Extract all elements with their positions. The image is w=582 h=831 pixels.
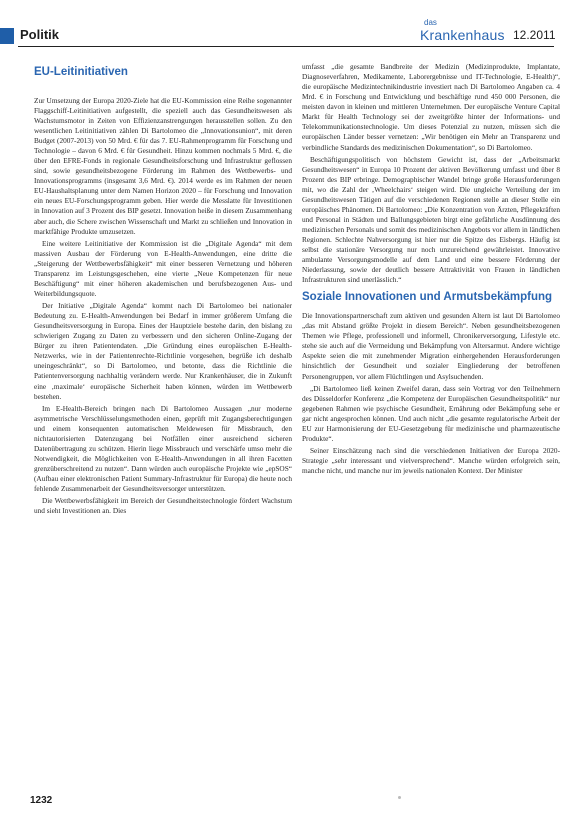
paragraph: Seiner Einschätzung nach sind die verschiedenen Initiativen der Europa 2020-Strategie „sehr interessant und vielversprechend“. Manche würden erfolgreich sein, manche nicht, und manche nur im jeweils nationalen Kontext. Der Minister bbox=[302, 445, 560, 476]
section-label: Politik bbox=[20, 27, 60, 42]
paragraph: Zur Umsetzung der Europa 2020-Ziele hat die EU-Kommission eine Reihe sogenannter Flaggschiff-Leitinitiativen aufgestellt, die speziell auch das Gesundheitswesen als Wachstumsmotor in Zeiten von Effizienzanstrengungen herausstellen sollen. Zu den wesentlichen Leitinitiativen zählen Di Bartolomeo die „Innovationsunion“, mit deren Budget (2007-2013) von 50 Mrd. € für das 7. EU-Rahmenprogramm für Forschung und Technologie – davon 6 Mrd. € für Gesundheit. Hinzu kommen nochmals 5 Mrd. €, die über den EFRE-Fonds in regionale Gesundheitsforschung und Infrastruktur geflossen sind, sowie gesundheitsbezogene Förderung im Rahmen des Wettbewerbs- und Innovationsprogramms (insgesamt 3,6 Mrd. €). 2014 werde es im Rahmen der neuen EU-Haushaltsplanung unter dem Namen Horizon 2020 – für Forschung und Innovation ein neues EU-Forschungsprogramm geben. Hier werde die Messlatte für Investitionen in Innovation auf 3 Prozent des BIP gesetzt. Innovation heiße in diesem Zusammenhang aber auch, die Schere zwischen Wissenschaft und Markt zu schließen und Innovation in marktfähige Produkte umzusetzen. bbox=[34, 95, 292, 236]
paragraph: Der Initiative „Digitale Agenda“ kommt nach Di Bartolomeo bei nationaler Bedeutung zu. E-Health-Anwendungen bei Bedarf in immer größerem Umfang die Gesundheitsversorgung in Europa. Eines der Hauptziele bestehe darin, den bislang zu schwierigen Zugang zu Daten zu verbessern und den sicheren Online-Zugang der Bürger zu ihren Patientendaten. „Die Gründung eines europäischen E-Health-Netzwerks, wie in der Patientenrechte-Richtlinie vorgesehen, begrüße ich deshalb uneingeschränkt“, so Di Bartolomeo, und betonte, dass die Richtlinie die Patientenversorgung nachhaltig verändern werde. Nur Krankenhäuser, die in Zukunft eine ‚maximale‘ europäische Sicherheit haben können, würden im Wettbewerb bestehen. bbox=[34, 301, 292, 401]
paragraph: „Di Bartolomeo ließ keinen Zweifel daran, dass sein Vortrag vor den Teilnehmern des Düsseldorfer Konferenz „die Kompetenz der Europäischen Gesundheitspolitik“ nur gegebenen Rahmen wie psychische Gesundheit, Ernährung oder Bekämpfung sehe er gar nicht angesprochen können. Und auch nicht „die gesamte regulatorische Arbeit der EU zur Harmonisierung der EU-Gesetzgebung für medizinische und pharmazeutische Produkte“. bbox=[302, 383, 560, 443]
paragraph: Die Wettbewerbsfähigkeit im Bereich der Gesundheitstechnologie fördert Wachstum und sieht Investitionen an. Dies bbox=[34, 496, 292, 516]
right-column bbox=[302, 62, 560, 478]
article-headline: EU-Leitinitiativen bbox=[34, 66, 128, 78]
paragraph: umfasst „die gesamte Bandbreite der Medizin (Medizinprodukte, Implantate, Diagnoseverfahren, Medikamente, Laborergebnisse und IT-Technologie, E-Health)“, die europäische Medizintechnikindustrie investiert nach Di Bartolomeo Angaben ca. 4 Mrd. € in Forschung und Entwicklung und beschäftige rund 450 000 Personen, die meisten davon in kleinen und mittleren Unternehmen. Der europäische Venture Capital Markt für Health Technology sei der zweitgrößte hinter der Informations- und Telekommunikationstechnologie. Um dieses Potenzial zu nutzen, müssen sich die europäischen Länder besser vernetzen: „Wir benötigen ein Mehr an Transparenz und verbindliche Standards des medizinischen Dokumentation“, so Di Bartolomeo. bbox=[302, 62, 560, 152]
paragraph: Im E-Health-Bereich bringen nach Di Bartolomeo Aussagen „nur moderne asymmetrische Verschlüsselungsmethoden einen, geprüft mit Zugangsberechtigungen und einem konsequenten automatischen Meldewesen für Missbrauch, den nichtautorisierten Datenzugang bei Notfällen einer ausreichend sicheren Datenübertragung zu schützen. Hierin liege Missbrauch und verschärfe umso mehr die Notwendigkeit, die Möglichkeiten von E-Health-Anwendungen in all ihren Facetten grenzüberschreitend zu nutzen“. Dann würden auch europäische Projekte wie „epSOS“ (Aufbau einer elektronischen Patient Summary-Infrastruktur für Europa) die heute noch fehlende Zusammenarbeit der Gesundheitsversorger unterstützen. bbox=[34, 403, 292, 494]
decorative-dot bbox=[398, 796, 401, 799]
subheading: Soziale Innovationen und Armutsbekämpfung bbox=[302, 291, 553, 304]
paragraph: Eine weitere Leitinitiative der Kommission ist die „Digitale Agenda“ mit dem massiven Ausbau der Förderung von E-Health-Anwendungen, eine dritte die „Steigerung der Wettbewerbsfähigkeit“ mit einer besseren Vernetzung und höheren Transparenz im Leistungsgeschehen, eine vierte „Neue Kompetenzen für neue Beschäftigung“ mit einer höheren akademischen und berufsbezogenen Aus- und Weiterbildungsquote. bbox=[34, 238, 292, 298]
page-number: 1232 bbox=[30, 795, 53, 806]
paragraph: Beschäftigungspolitisch von höchstem Gewicht ist, dass der „Arbeitsmarkt Gesundheitswesen“ in Europa 10 Prozent der aktiven Bevölkerung umfasst und über 8 Prozent des BIP erbringe. Demographischer Wandel bringe große Herausforderungen mit, wo die Zahl der ‚Wheelchairs‘ steigen wird. Die ungleiche Verteilung der im Gesundheitswesen Tätigen auf die verschiedenen Regionen stelle an dieser Stelle ein europäisches Phänomen. Di Bartolomeo: „Die Konzentration von Ärzten, Pflegekräften und Personal in Städten und Ballungsgebieten birgt eine gefährliche Ausdünnung des medizinischen Personals und somit des medizinischen Angebots vor allem in ländlichen Regionen. Schlechte Nahversorgung ist hier nur die Spitze des Eisbergs. Häufig ist selbst die stationäre Versorgung nur noch unzureichend gewährleistet. Innovative ambulante Versorgungsmodelle auf dem Land und eine bessere Förderung der Niederlassung, sowie der deutlich bessere Attraktivität von Frauen in ländlichen Infrastrukturen sind unerlässlich.“ bbox=[302, 154, 560, 285]
issue-date: 12.2011 bbox=[513, 28, 556, 42]
paragraph: Die Innovationspartnerschaft zum aktiven und gesunden Altern ist laut Di Bartolomeo „das mit Abstand größte Projekt in diesem Bereich“. Neben gesundheitsbezogenen Themen wie Pflege, professionell und informell, Chronikerversorgung, Lifestyle etc. stehe sie auch auf die Vermeidung und Bekämpfung von Altersarmut. Andere wichtige Aspekte seien die mit zunehmender Migration einhergehenden Herausforderungen hinsichtlich der Gesundheit und sozialer Eingliederung der betroffenen Personengruppen, vor allem Flüchtlingen und Asylsuchenden. bbox=[302, 311, 560, 381]
magazine-title: Krankenhaus bbox=[420, 27, 505, 43]
header-divider bbox=[18, 46, 554, 47]
left-column bbox=[34, 66, 292, 518]
magazine-title-prefix: das bbox=[424, 18, 437, 27]
section-marker bbox=[0, 28, 14, 44]
